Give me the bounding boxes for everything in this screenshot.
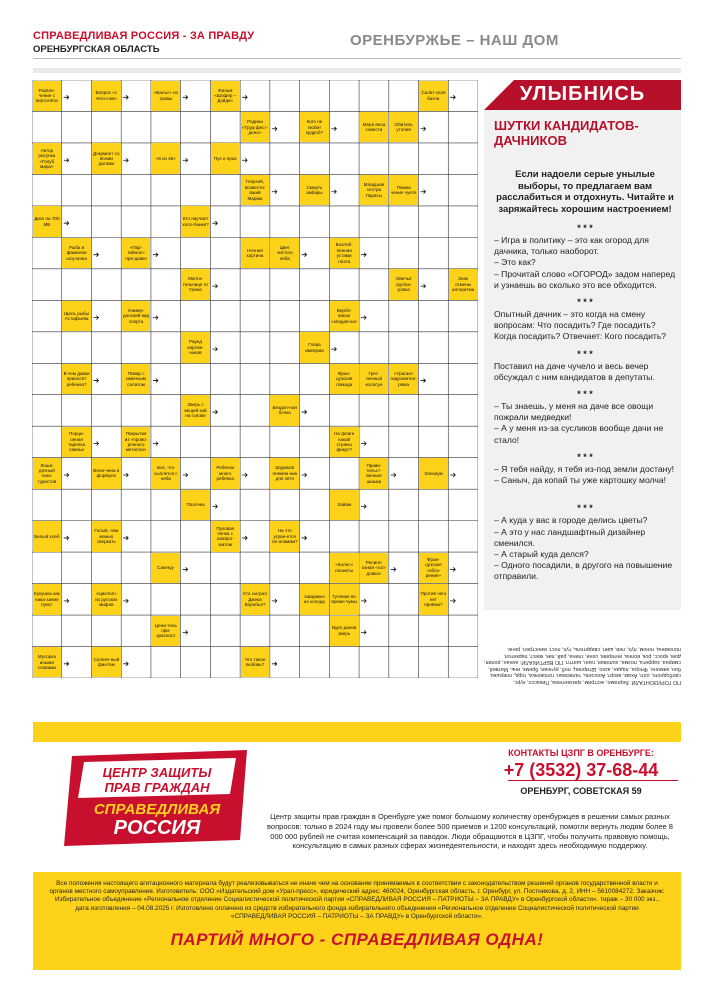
crossword-clue: Младшая сестра Ларисы [360,175,389,205]
clue-arrow-icon [153,379,158,383]
crossword-clue: Шуриков племян-ник для зятя [270,458,299,488]
clue-arrow-icon [272,127,277,131]
crossword-clue: Бос, что сыплется с неба [151,458,180,488]
clue-arrow-icon [123,536,128,540]
crossword-clue: Голый, чем можно сверкать [92,521,121,551]
clue-arrow-icon [212,504,217,508]
clue-arrow-icon [331,347,336,351]
clue-arrow-icon [421,284,426,288]
joke-item: – Я тебя найду, я тебя из-под земли достану! – Саныч, да копай ты уже картошку молча! [494,463,675,485]
clue-arrow-icon [183,630,188,634]
contact-phone[interactable]: +7 (3532) 37-68-44 [503,760,659,780]
crossword-clue: Элизиум [419,458,448,488]
clue-arrow-icon [391,473,396,477]
crossword-clue: Диск на 700 МБ [33,206,62,236]
clue-arrow-icon [183,567,188,571]
clue-arrow-icon [302,473,307,477]
clue-arrow-icon [361,630,366,634]
joke-separator: * * * [577,223,593,233]
crossword [32,80,478,678]
crossword-clue: Против чего нет приёма? [419,584,448,614]
crossword-clue: Документ со всеми датами [92,143,121,173]
crossword-clue: Лоша-дочный гана-туристов [33,458,62,488]
joke-item: Поставил на даче чучело и весь вечер обсуждал с ним кандидатов в депутаты. [494,360,655,382]
clue-arrow-icon [64,473,69,477]
clue-arrow-icon [242,536,247,540]
crossword-clue: Обитель утопия [389,112,418,142]
clue-arrow-icon [64,536,69,540]
crossword-clue: Смерть амбары [300,175,329,205]
crossword-clue: «Циклоп» из русских мифов [92,584,121,614]
clue-arrow-icon [212,410,217,414]
clue-arrow-icon [450,473,455,477]
clue-arrow-icon [183,95,188,99]
crossword-clue: Повар с именным салатом [122,364,151,394]
clue-arrow-icon [361,599,366,603]
clue-arrow-icon [212,221,217,225]
clue-arrow-icon [361,316,366,320]
clue-arrow-icon [302,410,307,414]
title-corner [484,80,514,110]
crossword-clue: Ребёнок много ребёнка [211,458,240,488]
crossword-clue: Фран-цузская помада [330,364,359,394]
crossword-clue: «Вальс» из травы [151,81,180,111]
crossword-clue: Полочка [181,490,210,520]
crossword-clue: «Ураган» гидрометео-ряма [389,364,418,394]
clue-arrow-icon [361,442,366,446]
crossword-clue: Фильм «Шофер – Дэйди» [211,81,240,111]
logo-line-1: ЦЕНТР ЗАЩИТЫ [102,765,212,780]
crossword-clue: Ночная картина [241,238,270,268]
crossword-clue: Кукушка как нака-зание пункт [33,584,62,614]
clue-arrow-icon [64,599,69,603]
jokes-title: УЛЫБНИСЬ [519,83,646,105]
clue-arrow-icon [212,284,217,288]
crossword-clue: Грет-ленный колосун [360,364,389,394]
crossword-answers: ПО ГОРИЗОНТАЛИ: Бергамо, экстрим, хризантема, Пикассо, курс, свободного, олл, Ахам, акорт, Аоосиль, талисман, головочка, горд, ловушка, бон, кимоно, Флора, ладан, аско, Штирлиц, лоб, ручная, бремк, инь, Матвей, смирна, каррета, поэма, эоловая, гаон, шаттл. ПО ВЕРТИКАЛИ: аннан, ролия, дом, кросс, рок, волна, интерим, сени, глина, рай, пик, квест, паркетол, половина, геном, пух, лев, шип, свидетель, тух, пост, минстрел, рене. [484,646,681,685]
jokes-subtitle: ШУТКИ КАНДИДАТОВ-ДАЧНИКОВ [494,118,639,148]
crossword-clue: Сакенд- [151,553,180,583]
logo-line-4: РОССИЯ [113,817,201,839]
crossword-clue: Порци-онная тарелка свиньи [62,427,91,457]
clue-arrow-icon [421,379,426,383]
jokes-lead: Если надоели серые унылые выборы, то предлагаем вам расслабиться и отдохнуть. Читайте и заряжайтесь хорошим настроением! [496,169,674,215]
clue-arrow-icon [64,662,69,666]
clue-arrow-icon [123,95,128,99]
party-name: СПРАВЕДЛИВАЯ РОССИЯ - ЗА ПРАВДУ [33,30,255,42]
crossword-clue: Мачта-тельнице от Грина [181,269,210,299]
crossword-clue: Вербл-южью «кладов-ка» [330,301,359,331]
crossword-clue: Хайам [330,490,359,520]
clue-arrow-icon [272,662,277,666]
crossword-clue: «Шарики» из холода [300,584,329,614]
crossword-clue: Кого не любит кудроб? [300,112,329,142]
crossword-clue: «6 из 45» [151,143,180,173]
clue-arrow-icon [391,567,396,571]
clue-arrow-icon [242,158,247,162]
crossword-clue: Кто сыграл Джека Воробья? [241,584,270,614]
crossword-clue: Религи-озная «гол-довка» [360,553,389,583]
joke-item: – Ты знаешь, у меня на даче все овощи пожрали медведки! – А у меня из-за сусликов вообще дачи не стало! [494,401,664,445]
clue-arrow-icon [272,599,277,603]
clue-arrow-icon [450,95,455,99]
joke-item: – Игра в политику – это как огород для дачника, только наоборот. – Это как? – Прочитай слово «ОГОРОД» задом наперед и узнаешь во сколько это все обходится. [494,235,676,290]
crossword-clue: Возлоб-ленная устами поэта [330,238,359,268]
joke-separator: * * * [577,451,593,462]
crossword-clue: Вопрос «с чего-сом» [92,81,121,111]
clue-arrow-icon [421,190,426,194]
crossword-clue: «Пар-тийное» при-давке [122,238,151,268]
crossword-clue: Солнеч-ный фантом [92,647,121,677]
crossword-clue: Пуховая пачка с компро-матом [211,521,240,551]
crossword-clue: Раунд картеж-ников [181,332,210,362]
clue-arrow-icon [123,473,128,477]
crossword-clue: Цени-тель при-красного [151,616,180,646]
contact-heading: КОНТАКТЫ ЦЗПГ В ОРЕНБУРГЕ: [508,748,654,758]
joke-item: Опытный дачник – это когда на смену вопросам: Что посадить? Где посадить? Когда посадить? Отвечает: Кого посадить? [494,309,667,342]
clue-arrow-icon [450,599,455,603]
crossword-clue: Гуляние во время чумы [330,584,359,614]
logo-line-3: СПРАВЕДЛИВАЯ [93,801,221,818]
header-divider [33,58,681,59]
slogan: ПАРТИЙ МНОГО - СПРАВЕДЛИВАЯ ОДНА! [170,930,544,949]
clue-arrow-icon [153,442,158,446]
clue-arrow-icon [242,95,247,99]
info-text: Центр защиты прав граждан в Оренбурге уже помог большому количеству оренбуржцев в решении самых разных вопросов: только в 2024 году мы провели более 500 приемов и 1200 консультаций, помогли вернуть людям более 8 000 000 рублей не считая компенсаций за паводок. Люди обращаются в ЦЗПГ, чтобы получить правовую помощь, консультацию в самых разных сферах жизнедеятельности, и находят здесь необходимую поддержку. [267,812,673,851]
joke-separator: * * * [577,503,593,514]
clue-arrow-icon [361,253,366,257]
clue-arrow-icon [64,158,69,162]
clue-arrow-icon [153,316,158,320]
crossword-clue: Белый хлеб [33,521,62,551]
crossword-clue: Мера веса совести [360,112,389,142]
crossword-clue: Пух и прах [211,143,240,173]
crossword-clue: Родина «Труд-фест-дено» [241,112,270,142]
clue-arrow-icon [123,599,128,603]
crossword-clue: Георгий, возвести-вший Марию [241,175,270,205]
crossword-clue: Кто научает холл-банки? [181,206,210,236]
joke-separator: * * * [577,389,593,399]
crossword-clue: Помна чение чуете [389,175,418,205]
clue-arrow-icon [421,127,426,131]
clue-arrow-icon [123,158,128,162]
crossword-clue: Вели-чина в формуле [92,458,121,488]
crossword-clue: Рыба в фамилии шоу-мэна [62,238,91,268]
clue-arrow-icon [123,662,128,666]
clue-arrow-icon [93,316,98,320]
clue-arrow-icon [183,158,188,162]
joke-separator: * * * [577,297,593,307]
section-title: ОРЕНБУРЖЬЕ – НАШ ДОМ [350,32,559,49]
clue-arrow-icon [93,442,98,446]
clue-arrow-icon [242,473,247,477]
crossword-clue: Щель рыбы Астафьева [62,301,91,331]
contact-divider [508,780,678,781]
clue-arrow-icon [93,379,98,383]
clue-arrow-icon [64,221,69,225]
clue-arrow-icon [212,347,217,351]
logo-line-2: ПРАВ ГРАЖДАН [104,780,210,795]
crossword-clue: «Колес» планеты [330,553,359,583]
crossword-clue: Глава империи [300,332,329,362]
crossword-clue: Прави-тельст-венная шишка [360,458,389,488]
clue-arrow-icon [450,567,455,571]
clue-arrow-icon [302,536,307,540]
crossword-clue: На флаге какой страны фикус? [330,427,359,457]
crossword-clue: Универ-донский вид спорта [122,301,151,331]
legal-text: Все положения настоящего агитационного материала будут реализовываться не иначе чем на основании принимаемых в соответствии с законодательством решений органов государственной власти и органов местного самоуправления. Изготовитель: ООО «Издательский дом «Урал-пресс», юридический адрес: 460024, Оренбургская область, г. Оренбург, ул. Постникова, д. 2, ИНН – 5610084272. Заказчик: Избирательное объединение «Региональное отделение Социалистической политической партии «СПРАВЕДЛИВАЯ РОССИЯ – ПАТРИОТЫ – ЗА ПРАВДУ» в Оренбургской области». тираж – 30 000 экз., дата изготовления – 04.08.2025 г. Изготовлено оплачено из средств избирательного фонда избирательного объединения «Региональное отделение Социалистической политической партии «СПРАВЕДЛИВАЯ РОССИЯ – ПАТРИОТЫ – ЗА ПРАВДУ» в Оренбургской области». [49,880,665,920]
crossword-clue: Что такое любовь? [241,647,270,677]
clue-arrow-icon [302,253,307,257]
czpg-logo [62,748,252,848]
clue-arrow-icon [361,504,366,508]
crossword-clue: Автор рисунка «Голуб мира» [33,143,62,173]
crossword-clue: Знак отмены алгоритма [449,269,478,299]
crossword-clue: Покрытие из «прово-ренного металла» [122,427,151,457]
joke-separator: * * * [577,348,593,359]
crossword-clue: Зверь с вещей кой на голове [181,395,210,425]
crossword-clue: Бездон-ная бочка [270,395,299,425]
clue-arrow-icon [64,95,69,99]
crossword-clue: В чем давки приносят ребенка? [62,364,91,394]
crossword-clue: На что уграе-ется ле-опамми? [270,521,299,551]
region-name: ОРЕНБУРГСКАЯ ОБЛАСТЬ [33,44,160,55]
contact-address: ОРЕНБУРГ, СОВЕТСКАЯ 59 [520,786,642,796]
header-band [33,68,681,73]
clue-arrow-icon [331,190,336,194]
clue-arrow-icon [183,473,188,477]
crossword-clue: Овечья группа-ровка [389,269,418,299]
crossword-clue: Вурс-данов зверь [330,616,359,646]
clue-arrow-icon [331,127,336,131]
jokes-panel [484,80,681,610]
crossword-clue: Мусорка иными словами [33,647,62,677]
crossword-clue: Салат-ская бахча [419,81,448,111]
clue-arrow-icon [93,253,98,257]
clue-arrow-icon [153,253,158,257]
crossword-clue: Развле-чение с вертолёта [33,81,62,111]
clue-arrow-icon [272,190,277,194]
crossword-clue: Фран-цузская «обоз-рение» [419,553,448,583]
joke-item: – А куда у вас в городе делись цветы? – А это у нас ландшафтный дизайнер сменился. – А старый куда делся? – Одного посадили, в другого на повышение отправили. [494,515,673,582]
crossword-clue: Цвет чистого неба [270,238,299,268]
